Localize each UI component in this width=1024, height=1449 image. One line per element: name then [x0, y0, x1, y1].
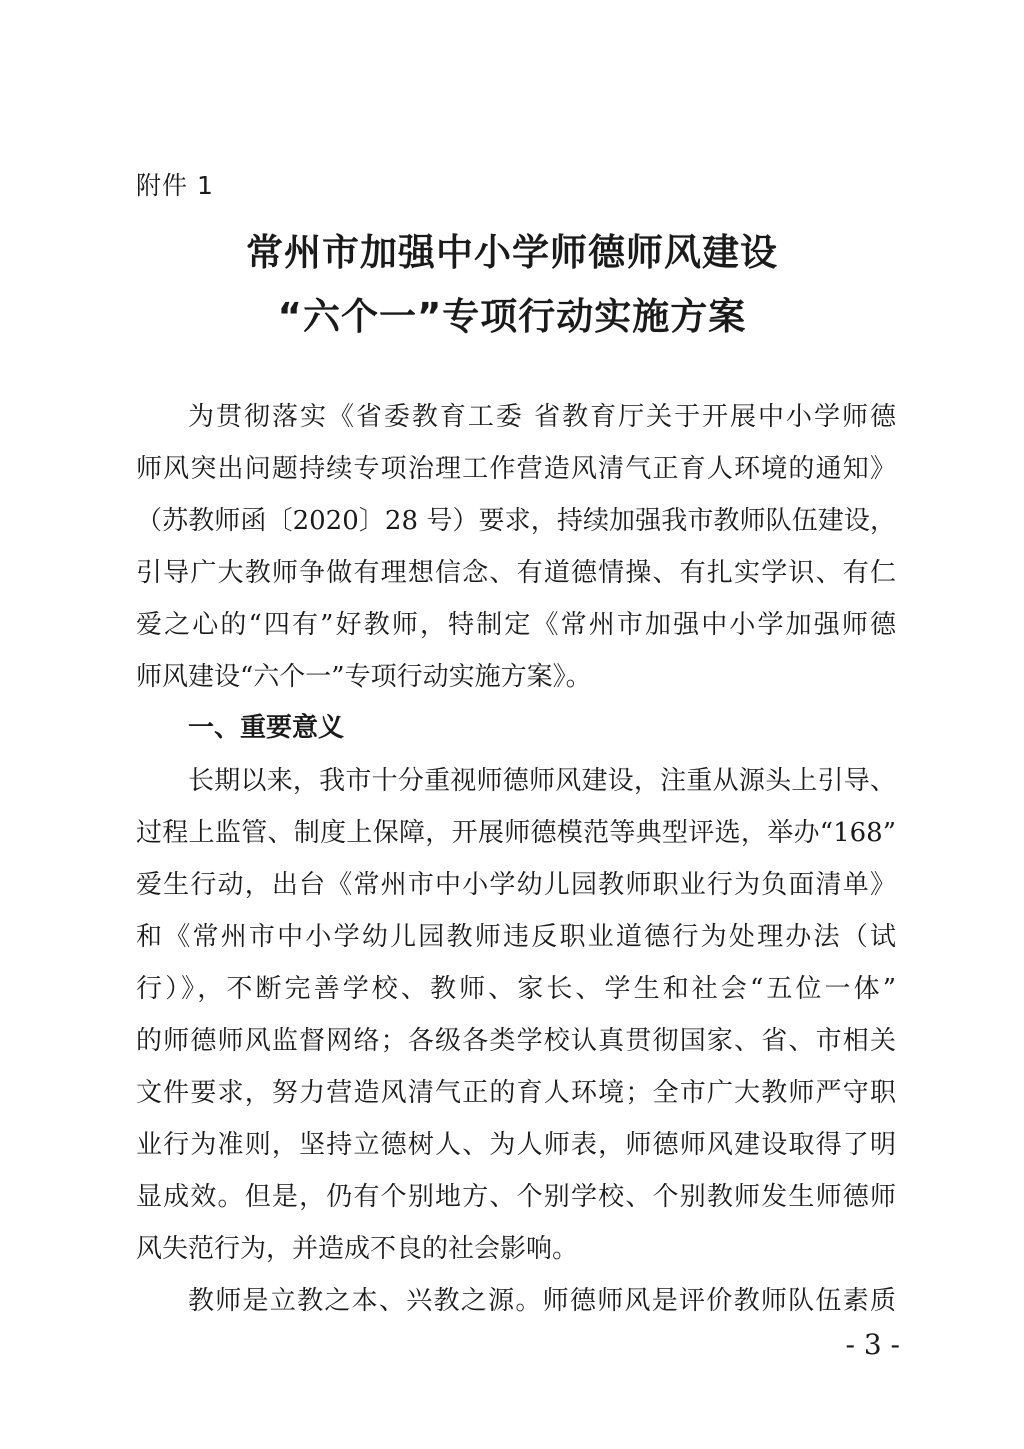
paragraph-line: 师风突出问题持续专项治理工作营造风清气正育人环境的通知》	[136, 454, 896, 484]
paragraph-line: 教师是立教之本、兴教之源。师德师风是评价教师队伍素质	[188, 1286, 896, 1316]
paragraph-line: 和《常州市中小学幼儿园教师违反职业道德行为处理办法（试	[136, 922, 896, 952]
document-title-line1: 常州市加强中小学师德师风建设	[246, 231, 778, 274]
paragraph-line: 文件要求，努力营造风清气正的育人环境；全市广大教师严守职	[136, 1078, 896, 1108]
paragraph-line: 过程上监管、制度上保障，开展师德模范等典型评选，举办“168”	[136, 818, 896, 848]
paragraph-line: 的师德师风监督网络；各级各类学校认真贯彻国家、省、市相关	[136, 1026, 896, 1056]
paragraph-line: 为贯彻落实《省委教育工委 省教育厅关于开展中小学师德	[188, 402, 896, 432]
paragraph-line: 显成效。但是，仍有个别地方、个别学校、个别教师发生师德师	[136, 1182, 896, 1212]
paragraph-line: 爱生行动，出台《常州市中小学幼儿园教师职业行为负面清单》	[136, 870, 896, 900]
paragraph-line: 师风建设“六个一”专项行动实施方案》。	[136, 662, 592, 692]
paragraph-line: 爱之心的“四有”好教师，特制定《常州市加强中小学加强师德	[136, 610, 896, 640]
paragraph-line: （苏教师函〔2020〕28 号）要求，持续加强我市教师队伍建设，	[136, 506, 896, 536]
attachment-label: 附件 1	[136, 171, 214, 200]
paragraph-line: 长期以来，我市十分重视师德师风建设，注重从源头上引导、	[188, 766, 896, 796]
paragraph-line: 风失范行为，并造成不良的社会影响。	[136, 1234, 579, 1264]
paragraph-line: 业行为准则，坚持立德树人、为人师表，师德师风建设取得了明	[136, 1130, 896, 1160]
paragraph-line: 行）》，不断完善学校、教师、家长、学生和社会“五位一体”	[136, 974, 896, 1004]
page-number: - 3 -	[845, 1328, 900, 1361]
document-title-line2: “六个一”专项行动实施方案	[277, 295, 747, 338]
paragraph-line: 引导广大教师争做有理想信念、有道德情操、有扎实学识、有仁	[136, 558, 896, 588]
section-heading: 一、重要意义	[188, 713, 345, 743]
